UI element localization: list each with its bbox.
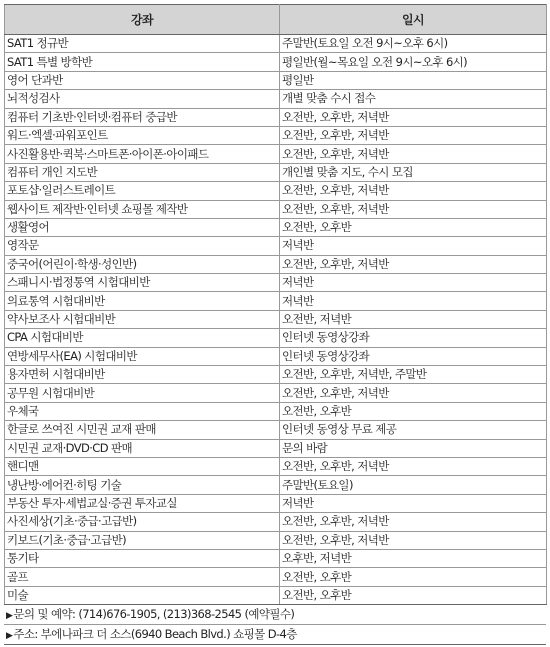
course-cell: 영어 단과반 — [5, 71, 280, 89]
schedule-cell: 평일반(월~목요일 오전 9시~오후 6시) — [280, 53, 547, 71]
schedule-cell: 인터넷 동영상 무료 제공 — [280, 421, 547, 439]
table-row — [5, 549, 547, 567]
table-row — [5, 329, 547, 347]
course-cell: 의료통역 시험대비반 — [5, 292, 280, 310]
table-row — [5, 274, 547, 292]
course-cell: SAT1 특별 방학반 — [5, 53, 280, 71]
course-cell: 한글로 쓰여진 시민권 교재 판매 — [5, 421, 280, 439]
course-cell: 용자면허 시험대비반 — [5, 366, 280, 384]
schedule-cell: 오후반, 저녁반 — [280, 549, 547, 567]
schedule-cell: 오전반, 오후반, 저녁반 — [280, 513, 547, 531]
course-cell: 우체국 — [5, 402, 280, 420]
triangle-marker-icon: ▶ — [6, 611, 13, 622]
schedule-cell: 오전반, 오후반, 저녁반 — [280, 145, 547, 163]
schedule-cell: 오전반, 오후반, 저녁반 — [280, 126, 547, 144]
course-cell: 컴퓨터 기초반·인터넷·컴퓨터 중급반 — [5, 108, 280, 126]
table-row — [5, 347, 547, 365]
course-cell: 중국어(어린이·학생·성인반) — [5, 255, 280, 273]
schedule-cell: 평일반 — [280, 71, 547, 89]
schedule-cell: 오전반, 오후반, 저녁반 — [280, 200, 547, 218]
course-cell: 영작문 — [5, 237, 280, 255]
table-row — [5, 476, 547, 494]
table-row — [5, 90, 547, 108]
table-row — [5, 71, 547, 89]
schedule-cell: 오전반, 오후반 — [280, 218, 547, 236]
table-row — [5, 145, 547, 163]
triangle-marker-icon: ▶ — [6, 631, 13, 642]
course-cell: 키보드(기초·중급·고급반) — [5, 531, 280, 549]
schedule-cell: 개별 맞춤 수시 접수 — [280, 90, 547, 108]
schedule-cell: 주말반(토요일) — [280, 476, 547, 494]
schedule-cell: 오전반, 오후반, 저녁반 — [280, 255, 547, 273]
schedule-cell: 문의 바람 — [280, 439, 547, 457]
header-course: 강좌 — [5, 5, 280, 35]
schedule-cell: 오전반, 오후반 — [280, 568, 547, 586]
schedule-cell: 인터넷 동영상강좌 — [280, 329, 547, 347]
schedule-cell: 개인별 맞춤 지도, 수시 모집 — [280, 163, 547, 181]
table-row — [5, 108, 547, 126]
schedule-cell: 오전반, 오후반, 저녁반, 주말반 — [280, 366, 547, 384]
course-cell: 웹사이트 제작반·인터넷 쇼핑몰 제작반 — [5, 200, 280, 218]
course-cell: 시민권 교재·DVD·CD 판매 — [5, 439, 280, 457]
course-cell: CPA 시험대비반 — [5, 329, 280, 347]
table-row — [5, 513, 547, 531]
table-row — [5, 35, 547, 53]
table-row — [5, 292, 547, 310]
table-row — [5, 310, 547, 328]
table-row — [5, 421, 547, 439]
header-schedule: 일시 — [280, 5, 547, 35]
course-cell: 핸디맨 — [5, 457, 280, 475]
table-row — [5, 200, 547, 218]
schedule-cell: 오전반, 오후반, 저녁반 — [280, 531, 547, 549]
table-body — [5, 35, 547, 605]
course-cell: SAT1 정규반 — [5, 35, 280, 53]
table-row — [5, 126, 547, 144]
table-row — [5, 402, 547, 420]
address-text: 주소: 부에나파크 더 소스(6940 Beach Blvd.) 쇼핑몰 D-4층 — [13, 627, 297, 642]
contact-note — [4, 605, 546, 625]
schedule-cell: 오전반, 오후반, 저녁반 — [280, 182, 547, 200]
course-cell: 포토샵·일러스트레이트 — [5, 182, 280, 200]
schedule-cell: 저녁반 — [280, 274, 547, 292]
schedule-cell: 오전반, 오후반, 저녁반 — [280, 457, 547, 475]
table-row — [5, 531, 547, 549]
schedule-cell: 오전반, 오후반, 저녁반 — [280, 384, 547, 402]
course-cell: 워드·엑셀·파워포인트 — [5, 126, 280, 144]
course-cell: 스패니시·법정통역 시험대비반 — [5, 274, 280, 292]
schedule-cell: 오전반, 저녁반 — [280, 310, 547, 328]
schedule-cell: 저녁반 — [280, 237, 547, 255]
address-note — [4, 625, 546, 645]
table-row — [5, 457, 547, 475]
table-row — [5, 53, 547, 71]
schedule-table-container — [4, 4, 546, 645]
schedule-cell: 오전반, 오후반, 저녁반 — [280, 108, 547, 126]
schedule-cell: 저녁반 — [280, 494, 547, 512]
table-row — [5, 218, 547, 236]
table-row — [5, 586, 547, 604]
table-row — [5, 163, 547, 181]
contact-text: 문의 및 예약: (714)676-1905, (213)368-2545 (예약필수) — [13, 607, 295, 622]
course-cell: 연방세무사(EA) 시험대비반 — [5, 347, 280, 365]
table-row — [5, 568, 547, 586]
table-row — [5, 255, 547, 273]
course-cell: 통기타 — [5, 549, 280, 567]
table-row — [5, 494, 547, 512]
table-row — [5, 182, 547, 200]
table-row — [5, 384, 547, 402]
course-cell: 공무원 시험대비반 — [5, 384, 280, 402]
course-cell: 컴퓨터 개인 지도반 — [5, 163, 280, 181]
table-row — [5, 237, 547, 255]
table-header-row — [5, 5, 547, 35]
schedule-cell: 오전반, 오후반 — [280, 402, 547, 420]
schedule-cell: 오전반, 오후반 — [280, 586, 547, 604]
course-cell: 부동산 투자·세법교실·증권 투자교실 — [5, 494, 280, 512]
course-cell: 생활영어 — [5, 218, 280, 236]
course-cell: 사진활용반·퀵북·스마트폰·아이폰·아이패드 — [5, 145, 280, 163]
table-row — [5, 439, 547, 457]
schedule-cell: 주말반(토요일 오전 9시~오후 6시) — [280, 35, 547, 53]
course-cell: 골프 — [5, 568, 280, 586]
schedule-cell: 인터넷 동영상강좌 — [280, 347, 547, 365]
course-cell: 냉난방·에어컨·히팅 기술 — [5, 476, 280, 494]
course-cell: 약사보조사 시험대비반 — [5, 310, 280, 328]
course-cell: 사진세상(기초·중급·고급반) — [5, 513, 280, 531]
course-cell: 미술 — [5, 586, 280, 604]
table-row — [5, 366, 547, 384]
schedule-cell: 저녁반 — [280, 292, 547, 310]
course-schedule-table — [4, 4, 547, 605]
course-cell: 뇌적성검사 — [5, 90, 280, 108]
